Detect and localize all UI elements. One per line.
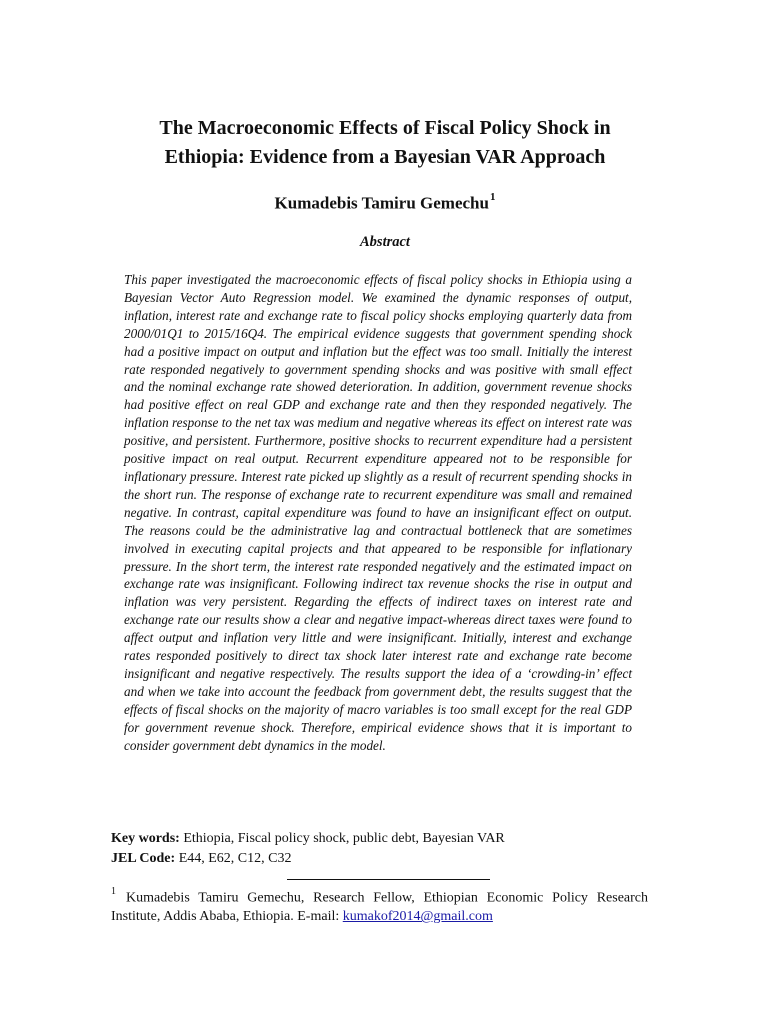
footnote: [111, 885, 648, 927]
keywords-block: [111, 829, 671, 869]
jel-line: [111, 849, 671, 869]
abstract-body: This paper investigated the macroeconomic effects of fiscal policy shocks in Ethiopia using a Bayesian Vector Auto Regression model. We examined the dynamic responses of output, inflation, interest rate and exchange rate to fiscal policy shocks employing quarterly data from 2000/01Q1 to 2015/16Q4. The empirical evidence suggests that government spending shock had a positive impact on output and inflation but the effect was too small. Initially the interest rate responded negatively to government spending shocks and was positive with small effect and the nominal exchange rate showed deterioration. In addition, government revenue shocks had positive effect on real GDP and exchange rate and then they responded negatively. The inflation response to the net tax was medium and negative whereas its effect on interest rate was positive, and persistent. Furthermore, positive shocks to recurrent expenditure had a persistent positive impact on real output. Recurrent expenditure appeared not to be responsible for inflationary pressure. Interest rate picked up slightly as a result of recurrent spending shocks in the short run. The response of exchange rate to recurrent expenditure was small and remained negative. In contrast, capital expenditure was found to have an insignificant effect on output. The reasons could be the administrative lag and contractual bottleneck that are sometimes involved in executing capital projects and that appeared to be responsible for inflationary pressure. In the short term, the interest rate responded negatively and the estimated impact on exchange rate was insignificant. Following indirect tax revenue shocks the rise in output and inflation was very persistent. Regarding the effects of indirect taxes on interest rate and exchange rate our results show a clear and negative impact-whereas direct taxes were found to affect output and inflation very little and were insignificant. Initially, interest and exchange rates responded positively to direct tax shock later interest rate and exchange rate become insignificant and negative respectively. The results support the idea of a ‘crowding-in’ effect and when we take into account the feedback from government debt, the results suggest that the effects of fiscal shocks on the majority of macro variables is too small except for the real GDP for government revenue shock. Therefore, empirical evidence shows that it is important to consider government debt dynamics in the model.: [124, 272, 632, 753]
jel-value: E44, E62, C12, C32: [175, 851, 292, 866]
author-name: Kumadebis Tamiru Gemechu: [274, 193, 489, 213]
author-footnote-marker: 1: [489, 191, 496, 203]
author-line: [0, 188, 770, 215]
title-line-2: Ethiopia: Evidence from a Bayesian VAR Approach: [164, 146, 606, 168]
keywords-value: Ethiopia, Fiscal policy shock, public debt, Bayesian VAR: [179, 831, 505, 846]
keywords-line: [111, 829, 671, 849]
keywords-label: Key words:: [111, 831, 180, 846]
title-line-1: The Macroeconomic Effects of Fiscal Policy Shock in: [159, 117, 611, 139]
footnote-marker: 1: [111, 886, 116, 897]
paper-title: [0, 114, 770, 172]
footnote-text: Kumadebis Tamiru Gemechu, Research Fellow, Ethiopian Economic Policy Research Institute, Addis Ababa, Ethiopia. E-mail:: [111, 890, 648, 925]
abstract-heading: Abstract: [360, 234, 410, 250]
email-link[interactable]: kumakof2014@gmail.com: [342, 909, 493, 925]
footnote-divider: [287, 879, 490, 880]
jel-label: JEL Code:: [111, 851, 176, 866]
